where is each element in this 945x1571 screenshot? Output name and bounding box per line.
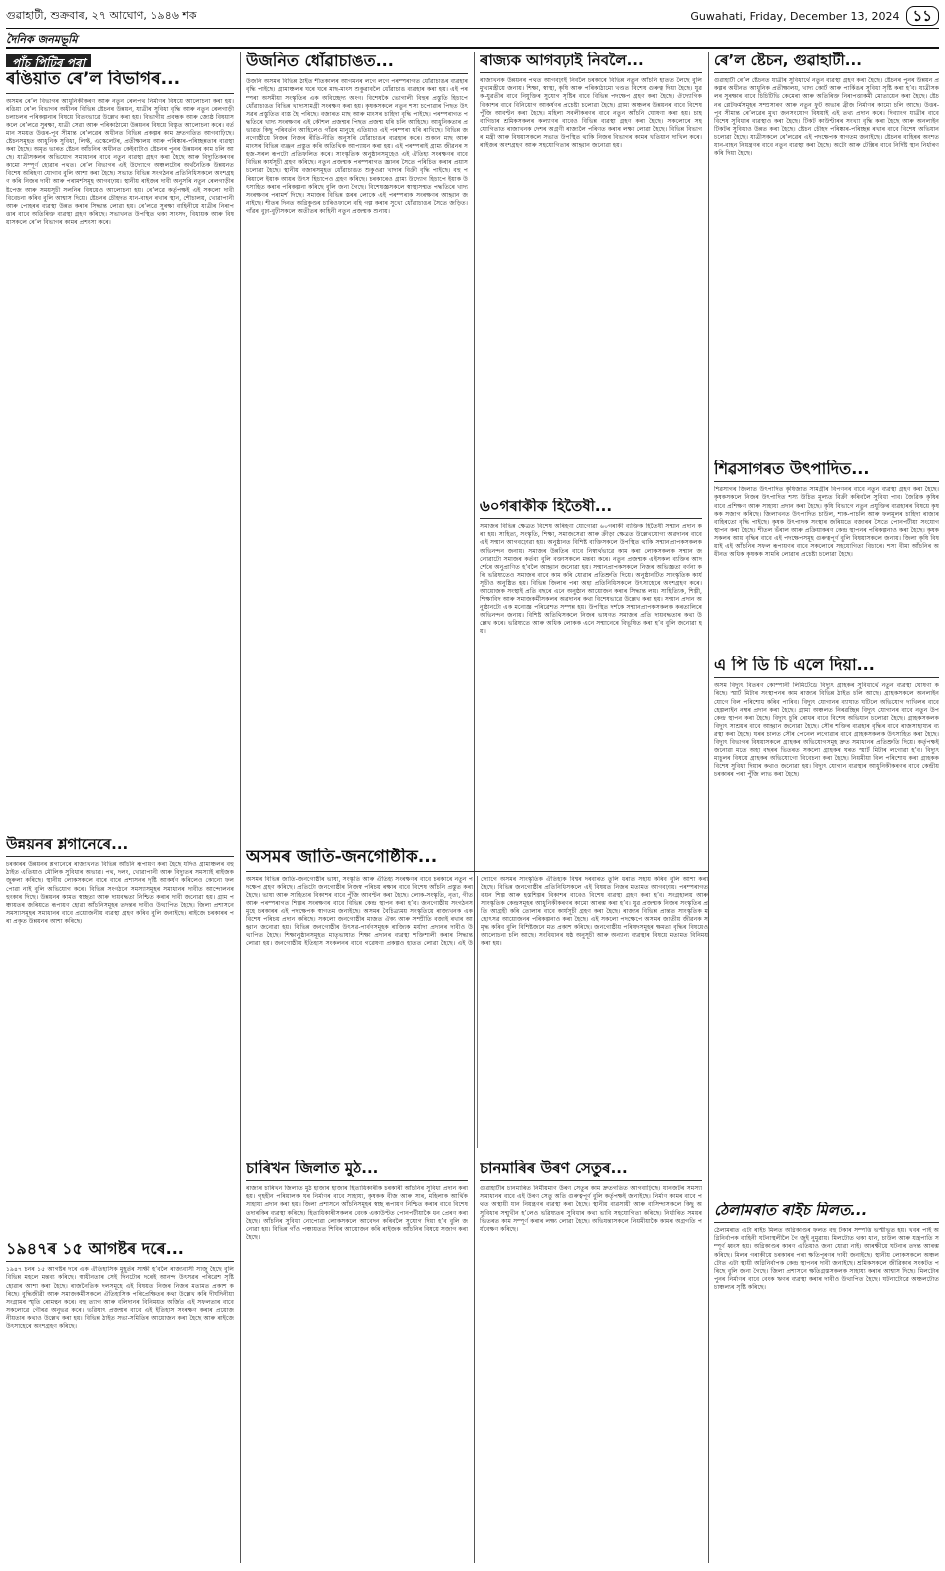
article-headline: ১৯৪৭ৰ ১৫ আগষ্টৰ দৰে... [6, 1240, 184, 1258]
article [6, 1240, 234, 1563]
masthead-topline [6, 4, 939, 26]
headline-rule [6, 1261, 234, 1262]
newspaper-name: দৈনিক জনমভূমি [6, 33, 78, 46]
article-headline: চাৰিখন জিলাত মুঠ... [246, 1160, 379, 1177]
article [6, 70, 234, 830]
article-body: ৰাজ্যখনক উন্নয়নৰ পথত আগবঢ়াই নিবলৈ চৰকাৰে বিভিন্ন নতুন আঁচনি হাতত লৈছে বুলি মুখ্যমন্ত্ৰীয়ে জনায়। শিক্ষা, স্বাস্থ্য, কৃষি আৰু পৰিকাঠামো খণ্ডত বিশেষ গুৰুত্ব দিয়া হৈছে। যুৱক-যুৱতীৰ বাবে নিযুক্তিৰ সুযোগ সৃষ্টিৰ বাবে বিভিন্ন পদক্ষেপ গ্ৰহণ কৰা হৈছে। ঔদ্যোগিক বিকাশৰ বাবে বিনিয়োগ আকৰ্ষণৰ প্ৰচেষ্টা চলোৱা হৈছে। গ্ৰাম্য অঞ্চলৰ উন্নয়নৰ বাবে বিশেষ পুঁজি আবণ্টন কৰা হৈছে। মহিলা সবলীকৰণৰ বাবে নতুন আঁচনি ঘোষণা কৰা হয়। চাহ বাগিচাৰ শ্ৰমিকসকলৰ কল্যাণৰ বাবেও বিভিন্ন ব্যৱস্থা গ্ৰহণ কৰা হৈছে। সকলোৰে সহযোগিতাত ৰাজ্যখনক দেশৰ অগ্ৰণী ৰাজ্যলৈ পৰিণত কৰাৰ লক্ষ্য লোৱা হৈছে। বিভিন্ন বিভাগৰ মন্ত্ৰী আৰু বিষয়াসকলে সভাত উপস্থিত থাকি নিজৰ বিভাগৰ কামৰ খতিয়ান দাখিল কৰে। ৰাইজৰ অংশগ্ৰহণ আৰু সহযোগিতাৰ আহ্বান জনোৱা হয়। [480, 77, 702, 149]
headline-rule [480, 72, 702, 73]
article-headline: ৰে’ল ষ্টেচন, গুৱাহাটী... [714, 52, 862, 69]
article [714, 1202, 939, 1563]
column-tag-block [6, 52, 234, 67]
continued-from-page-five-tag: পাঁচ পিটিৰ পৰা [6, 54, 91, 67]
article [480, 498, 702, 842]
article-body: শিৱসাগৰ জিলাত উৎপাদিত কৃষিজাত সামগ্ৰীৰ বিপণনৰ বাবে নতুন ব্যৱস্থা গ্ৰহণ কৰা হৈছে। কৃষকসকলে নিজৰ উৎপাদিত শস্য উচিত মূল্যত বিক্ৰী কৰিবলৈ সুবিধা পাব। জৈৱিক কৃষিৰ বাবে প্ৰশিক্ষণ আৰু সাহায্য প্ৰদান কৰা হৈছে। কৃষি বিভাগে নতুন প্ৰযুক্তিৰ ব্যৱহাৰৰ বিষয়ে কৃষকক সজাগ কৰিছে। জিলাখনত উৎপাদিত চাউল, শাক-পাচলি আৰু ফলমূলৰ চাহিদা ৰাজ্যৰ বাহিৰতো বৃদ্ধি পাইছে। কৃষক উৎপাদক সংস্থাৰ জৰিয়তে বজাৰৰ সৈতে পোনপটীয়া সংযোগ স্থাপন কৰা হৈছে। শীতল ভঁৰাল আৰু প্ৰক্ৰিয়াকৰণ কেন্দ্ৰ স্থাপনৰ পৰিকল্পনাও কৰা হৈছে। কৃষকসকলৰ আয় বৃদ্ধিৰ বাবে এই পদক্ষেপসমূহ গুৰুত্বপূৰ্ণ বুলি বিষয়াসকলে জনায়। জিলা কৃষি বিষয়াই এই আঁচনিৰ সফল ৰূপায়ণৰ বাবে সকলোৰে সহযোগিতা বিচাৰে। শস্য বীমা আঁচনিৰ অধীনত অধিক কৃষকক সামৰি লোৱাৰ প্ৰচেষ্টা চলোৱা হৈছে। [714, 486, 939, 559]
article-body: উজনি অসমৰ বিভিন্ন ঠাইত শীতকালৰ আগমনৰ লগে লগে পৰম্পৰাগত ধোঁৱাচাঙৰ ব্যৱহাৰ বৃদ্ধি পাইছে। গ্ৰামাঞ্চলৰ ঘৰে ঘৰে মাছ-মাংস শুকুৱাবলৈ ধোঁৱাচাঙ ব্যৱহাৰ কৰা হয়। এই পৰম্পৰা অসমীয়া সংস্কৃতিৰ এক অবিচ্ছেদ্য অংগ। বিশেষকৈ ভোগালী বিহুৰ প্ৰস্তুতি হিচাপে ধোঁৱাচাঙত বিভিন্ন খাদ্যসামগ্ৰী সংৰক্ষণ কৰা হয়। কৃষকসকলে নতুন শস্য চপোৱাৰ পিছত উৎসৱৰ প্ৰস্তুতিত ব্যস্ত হৈ পৰিছে। বজাৰত মাছ আৰু মাংসৰ চাহিদা বৃদ্ধি পাইছে। পৰম্পৰাগত পদ্ধতিৰে খাদ্য সংৰক্ষণৰ এই কৌশল প্ৰজন্মৰ পিছত প্ৰজন্ম ধৰি চলি আহিছে। আধুনিকতাৰ প্ৰভাৱত কিছু পৰিবৰ্তন আহিলেও গাঁৱৰ মানুহে এতিয়াও এই পৰম্পৰা ধৰি ৰাখিছে। বিভিন্ন জনগোষ্ঠীয়ে নিজৰ নিজৰ ৰীতি-নীতি অনুসৰি ধোঁৱাচাঙৰ ব্যৱহাৰ কৰে। শুকান মাছ আৰু মাংসৰ বিভিন্ন ব্যঞ্জন প্ৰস্তুত কৰি অতিথিক আপ্যায়ন কৰা হয়। এই পৰম্পৰাই গ্ৰাম্য জীৱনৰ সহজ-সৰল ৰূপটো প্ৰতিফলিত কৰে। সাংস্কৃতিক অনুষ্ঠানসমূহেও এই ঐতিহ্য সংৰক্ষণৰ বাবে বিভিন্ন কাৰ্যসূচী গ্ৰহণ কৰিছে। নতুন প্ৰজন্মক পৰম্পৰাগত জ্ঞানৰ সৈতে পৰিচিত কৰাৰ প্ৰয়াস চলোৱা হৈছে। স্থানীয় বজাৰসমূহত ধোঁৱাচাঙত শুকুওৱা খাদ্যৰ বিক্ৰী বৃদ্ধি পাইছে। বহু পৰিয়ালে ইয়াক আয়ৰ উৎস হিচাপেও গ্ৰহণ কৰিছে। চৰকাৰেও গ্ৰাম্য উদ্যোগ হিচাপে ইয়াক উৎসাহিত কৰাৰ পৰিকল্পনা কৰিছে বুলি জনা গৈছে। বিশেষজ্ঞসকলে স্বাস্থ্যসন্মত পদ্ধতিৰে খাদ্য সংৰক্ষণৰ পৰামৰ্শ দিছে। সমাজৰ বিভিন্ন স্তৰৰ লোকে এই পৰম্পৰাক সংৰক্ষণৰ আহ্বান জনাইছে। শীতৰ দিনত অগ্নিকুণ্ডৰ চাৰিওফালে বহি গল্প কৰাৰ সুখো ধোঁৱাচাঙৰ সৈতে জড়িত। গাঁৱৰ বুঢ়া-বুঢ়ীসকলে অতীতৰ কাহিনী নতুন প্ৰজন্মক শুনায়। [246, 78, 468, 215]
article [246, 848, 708, 1154]
masthead-date-english: Guwahati, Friday, December 13, 2024 [690, 9, 900, 23]
article [480, 52, 702, 492]
article-body: ৰাজ্যৰ চাৰিখন জিলাত মুঠ হাজাৰ হাজাৰ হিতাধিকাৰীক চৰকাৰী আঁচনিৰ সুবিধা প্ৰদান কৰা হয়। গৃহহীন পৰিয়ালক ঘৰ নিৰ্মাণৰ বাবে সাহায্য, কৃষকক বীজ আৰু সাৰ, মহিলাক আৰ্থিক সাহায্য প্ৰদান কৰা হয়। জিলা প্ৰশাসনে আঁচনিসমূহৰ স্বচ্ছ ৰূপায়ণ নিশ্চিত কৰাৰ বাবে বিশেষ তদাৰকিৰ ব্যৱস্থা কৰিছে। হিতাধিকাৰীসকলৰ বেংক একাউণ্টত পোনপটীয়াকৈ ধন প্ৰেৰণ কৰা হৈছে। আঁচনিৰ সুবিধা নোপোৱা লোকসকলে আবেদন কৰিবলৈ সুযোগ দিয়া হ’ব বুলি জনোৱা হয়। বিভিন্ন গাঁও পঞ্চায়তত শিবিৰ আয়োজন কৰি ৰাইজক আঁচনিৰ বিষয়ে সজাগ কৰা হৈছে। [246, 1185, 468, 1241]
article-headline: উন্নয়নৰ শ্লগানেৰে... [6, 836, 129, 853]
masthead-rule [6, 28, 939, 29]
headline-rule [6, 856, 234, 857]
article-body: সমাজৰ বিভিন্ন ক্ষেত্ৰত বিশেষ অৰিহণা যোগোৱা ৬০গৰাকী ব্যক্তিক হিতৈষী সন্মান প্ৰদান কৰা হয়। সাহিত্য, সংস্কৃতি, শিক্ষা, সমাজসেৱা আৰু ক্ৰীড়া ক্ষেত্ৰত উল্লেখযোগ্য অৱদানৰ বাবে এই সন্মান আগবঢ়োৱা হয়। অনুষ্ঠানত বিশিষ্ট ব্যক্তিসকলে উপস্থিত থাকি সন্মানপ্ৰাপকসকলক অভিনন্দন জনায়। সমাজৰ উন্নতিৰ বাবে নিস্বাৰ্থভাৱে কাম কৰা লোকসকলক সন্মান জনোৱাটো সমাজৰ কৰ্তব্য বুলি বক্তাসকলে মন্তব্য কৰে। নতুন প্ৰজন্মক এইসকল ব্যক্তিৰ আদৰ্শেৰে অনুপ্ৰাণিত হ’বলৈ আহ্বান জনোৱা হয়। সন্মানপ্ৰাপকসকলে নিজৰ অভিজ্ঞতা বৰ্ণনা কৰি ভৱিষ্যতেও সমাজৰ বাবে কাম কৰি যোৱাৰ প্ৰতিশ্ৰুতি দিয়ে। অনুষ্ঠানটিত সাংস্কৃতিক কাৰ্যসূচীও অনুষ্ঠিত হয়। বিভিন্ন জিলাৰ পৰা অহা প্ৰতিনিধিসকলে উৎসাহেৰে অংশগ্ৰহণ কৰে। আয়োজক সংস্থাই প্ৰতি বছৰে এনে অনুষ্ঠান আয়োজন কৰাৰ সিদ্ধান্ত লয়। সাহিত্যিক, শিল্পী, শিক্ষাবিদ আৰু সমাজকৰ্মীসকলৰ অৱদানৰ কথা বিশেষভাৱে উল্লেখ কৰা হয়। সন্মান প্ৰদান অনুষ্ঠানটো এক মনোজ্ঞ পৰিৱেশত সম্পন্ন হয়। উপস্থিত দৰ্শকে সন্মানপ্ৰাপকসকলক কৰতালিৰে অভিনন্দন জনায়। বিশিষ্ট অতিথিসকলে নিজৰ ভাষণত সমাজৰ প্ৰতি দায়বদ্ধতাৰ কথা উল্লেখ কৰে। ভৱিষ্যতে আৰু অধিক লোকক এনে সন্মানেৰে বিভূষিত কৰা হ’ব বুলি জনোৱা হয়। [480, 523, 702, 636]
column-divider [708, 52, 709, 1563]
article-headline: চানমাৰিৰ উৰণ সেতুৰ... [480, 1160, 628, 1177]
headline-rule [246, 1180, 468, 1181]
article-body: গুৱাহাটীৰ চানমাৰিত নিৰ্মীয়মাণ উৰণ সেতুৰ কাম দ্ৰুতগতিত আগবাঢ়িছে। যানজটৰ সমস্যা সমাধানৰ বাবে এই উৰণ সেতু অতি গুৰুত্বপূৰ্ণ বুলি কৰ্তৃপক্ষই জনাইছে। নিৰ্মাণ কামৰ বাবে পথত অস্থায়ী যান নিয়ন্ত্ৰণৰ ব্যৱস্থা কৰা হৈছে। স্থানীয় ব্যৱসায়ী আৰু বাসিন্দাসকলে কিছু অসুবিধাৰ সন্মুখীন হ’লেও ভৱিষ্যতৰ সুবিধাৰ কথা ভাবি সহযোগিতা কৰিছে। নিৰ্ধাৰিত সময়ৰ ভিতৰত কাম সম্পূৰ্ণ কৰাৰ লক্ষ্য লোৱা হৈছে। অভিযন্তাসকলে নিয়মীয়াকৈ কামৰ অগ্ৰগতি পৰ্যবেক্ষণ কৰিছে। [480, 1185, 702, 1233]
page-number: ১১ [906, 6, 939, 26]
headline-rule [480, 1180, 702, 1181]
article-headline: শিৱসাগৰত উৎপাদিত... [714, 460, 870, 478]
article [714, 460, 939, 650]
column-divider [474, 52, 475, 1563]
article-body: ১৯৪৭ চনৰ ১৫ আগষ্টৰ দৰে এক ঐতিহাসিক মুহূৰ্তৰ সাক্ষী হ’বলৈ ৰাজ্যবাসী সাজু হৈছে বুলি বিভিন্ন মহলে মন্তব্য কৰিছে। স্বাধীনতাৰ সেই দিনটোৰ দৰেই আনন্দ উৎসৱৰ পৰিৱেশ সৃষ্টি হোৱাৰ আশা কৰা হৈছে। ৰাজনৈতিক দলসমূহে এই বিষয়ত নিজৰ নিজৰ মতামত প্ৰকাশ কৰিছে। বুদ্ধিজীৱী আৰু সমাজকৰ্মীসকলে ঐতিহাসিক পৰিপ্ৰেক্ষিতৰ কথা উল্লেখ কৰি দীৰ্ঘদিনীয়া সংগ্ৰামৰ স্মৃতি ৰোমন্থন কৰে। বহু ত্যাগ আৰু বলিদানৰ বিনিময়ত অৰ্জিত এই সফলতাৰ বাবে সকলোৱে গৌৰৱ অনুভৱ কৰে। ভৱিষ্যৎ প্ৰজন্মৰ বাবে এই ইতিহাস সংৰক্ষণ কৰাৰ প্ৰয়োজনীয়তাৰ কথাও উল্লেখ কৰা হয়। বিভিন্ন ঠাইত সভা-সমিতিৰ আয়োজন কৰা হৈছে আৰু ৰাইজে উৎসাহেৰে অংশগ্ৰহণ কৰিছে। [6, 1266, 234, 1331]
headline-rule [714, 72, 939, 73]
masthead-date-assamese: গুৱাহাটী, শুক্রবাৰ, ২৭ আঘোণ, ১৯৪৬ শক [6, 9, 197, 22]
article-body: ঠেলামৰাত এটা ৰাইচ মিলত অগ্নিকাণ্ডৰ ফলত বহু টকাৰ সম্পত্তি ভস্মীভূত হয়। খবৰ পাই অগ্নিনিৰ্বাপক বাহিনী ঘটনাস্থলীলৈ গৈ জুই নুমুৱায়। মিলটোত থকা ধান, চাউল আৰু যন্ত্ৰপাতি সম্পূৰ্ণ ধ্বংস হয়। অগ্নিকাণ্ডৰ কাৰণ এতিয়াও জনা যোৱা নাই। আৰক্ষীয়ে ঘটনাৰ তদন্ত আৰম্ভ কৰিছে। মিলৰ গৰাকীয়ে চৰকাৰৰ পৰা ক্ষতিপূৰণৰ দাবী জনাইছে। স্থানীয় লোকসকলে অঞ্চলটোত এটা স্থায়ী অগ্নিনিৰ্বাপক কেন্দ্ৰ স্থাপনৰ দাবী জনাইছে। শ্ৰমিকসকলে জীৱিকাৰ সংকটত পৰিছে বুলি জনা গৈছে। জিলা প্ৰশাসনে ক্ষতিগ্ৰস্তসকলক সাহায্য কৰাৰ আশ্বাস দিছে। মিলটোৰ পুনৰ নিৰ্মাণৰ বাবে বেংক ঋণৰ ব্যৱস্থা কৰাৰ দাবীও উত্থাপিত হৈছে। ঘটনাটোৱে অঞ্চলটোত চাঞ্চল্যৰ সৃষ্টি কৰিছে। [714, 1227, 939, 1291]
article [6, 836, 234, 1236]
article-body: চৰকাৰৰ উন্নয়নৰ শ্লগানেৰে ৰাজ্যখনত বিভিন্ন আঁচনি ৰূপায়ণ কৰা হৈছে যদিও গ্ৰামাঞ্চলৰ বহু ঠাইত এতিয়াও মৌলিক সুবিধাৰ অভাৱ। পথ, দলং, খোৱাপানী আৰু বিদ্যুতৰ সমস্যাই ৰাইজক জুৰুলা কৰিছে। স্থানীয় লোকসকলে বাৰে বাৰে প্ৰশাসনৰ দৃষ্টি আকৰ্ষণ কৰিলেও কোনো ফল পোৱা নাই বুলি অভিযোগ কৰে। বিভিন্ন সংগঠনে সমস্যাসমূহৰ সমাধানৰ দাবীত আন্দোলনৰ হুংকাৰ দিছে। উন্নয়নৰ কামত স্বচ্ছতা আৰু দায়বদ্ধতা নিশ্চিত কৰাৰ দাবী জনোৱা হয়। গ্ৰাম পঞ্চায়তৰ জৰিয়তে ৰূপায়ণ হোৱা আঁচনিসমূহৰ তদন্তৰ দাবীও উত্থাপিত হৈছে। জিলা প্ৰশাসনে সমস্যাসমূহৰ সমাধানৰ বাবে প্ৰয়োজনীয় ব্যৱস্থা গ্ৰহণ কৰিব বুলি জনাইছে। ৰাইজে চৰকাৰৰ পৰা প্ৰকৃত উন্নয়নৰ আশা কৰিছে। [6, 861, 234, 925]
article [246, 1160, 468, 1563]
article-headline: ৰাজ্যক আগবঢ়াই নিবলৈ... [480, 52, 644, 69]
headline-rule [480, 518, 702, 519]
column-divider [240, 52, 241, 1563]
article-body: অসম বিদ্যুৎ বিতৰণ কোম্পানী লিমিটেডে বিদ্যুৎ গ্ৰাহকৰ সুবিধাৰ্থে নতুন ব্যৱস্থা ঘোষণা কৰিছে। স্মাৰ্ট মিটাৰ সংস্থাপনৰ কাম ৰাজ্যৰ বিভিন্ন ঠাইত চলি আছে। গ্ৰাহকসকলে অনলাইনযোগে বিল পৰিশোধ কৰিব পাৰিব। বিদ্যুৎ যোগানৰ ব্যাঘাত ঘটিলে অভিযোগ দাখিলৰ বাবে হেল্পলাইন নম্বৰ প্ৰদান কৰা হৈছে। গ্ৰাম্য অঞ্চলত নিৰৱচ্ছিন্ন বিদ্যুৎ যোগানৰ বাবে নতুন উপকেন্দ্ৰ স্থাপন কৰা হৈছে। বিদ্যুৎ চুৰি ৰোধৰ বাবে বিশেষ অভিযান চলোৱা হৈছে। গ্ৰাহকসকলক বিদ্যুৎ সাশ্ৰয়ৰ বাবে আহ্বান জনোৱা হৈছে। সৌৰ শক্তিৰ ব্যৱহাৰ বৃদ্ধিৰ বাবে ৰাজসাহায্যৰ ব্যৱস্থা কৰা হৈছে। ঘৰৰ চালত সৌৰ পেনেল লগোৱাৰ বাবে গ্ৰাহকসকলক উৎসাহিত কৰা হৈছে। বিদ্যুৎ বিভাগৰ বিষয়াসকলে গ্ৰাহকৰ অভিযোগসমূহ দ্ৰুত সমাধানৰ প্ৰতিশ্ৰুতি দিয়ে। কৰ্তৃপক্ষই জনোৱা মতে অহা বছৰৰ ভিতৰত সকলো গ্ৰাহকৰ ঘৰত স্মাৰ্ট মিটাৰ লগোৱা হ’ব। বিদ্যুৎ মাচুলৰ বিষয়ে গ্ৰাহকৰ অভিযোগো বিবেচনা কৰা হৈছে। নিয়মীয়া বিল পৰিশোধ কৰা গ্ৰাহকক বিশেষ সুবিধা দিয়াৰ কথাও জনোৱা হয়। বিদ্যুৎ যোগান ব্যৱস্থাৰ আধুনিকীকৰণৰ বাবে কেন্দ্ৰীয় চৰকাৰৰ পৰা পুঁজি লাভ কৰা হৈছে। [714, 682, 939, 779]
article-headline: উজনিত ধোঁৱাচাঙত... [246, 52, 394, 70]
article-body: অসমৰ ৰে’ল বিভাগৰ আধুনিকীকৰণ আৰু নতুন ৰেলপথ নিৰ্মাণৰ বিষয়ে আলোচনা কৰা হয়। ৰঙিয়া ৰে’ল বিভাগৰ অধীনৰ বিভিন্ন ষ্টেচনৰ উন্নয়ন, যাত্ৰীৰ সুবিধা বৃদ্ধি আৰু নতুন ৰেলগাড়ী চলাচলৰ পৰিকল্পনাৰ বিষয়ে বিতংভাৱে উল্লেখ কৰা হয়। বিভাগীয় প্ৰবন্ধক আৰু জ্যেষ্ঠ বিষয়াসকলে ৰে’লৱে সুৰক্ষা, যাত্ৰী সেৱা আৰু পৰিকাঠামো উন্নয়নৰ বিষয়ে বিস্তৃত আলোচনা কৰে। বৰ্তমান সময়ত উত্তৰ-পূব সীমান্ত ৰে’লৱেৰ অধীনত বিভিন্ন প্ৰকল্পৰ কাম দ্ৰুতগতিত আগবাঢ়িছে। ষ্টেচনসমূহত আধুনিক সুবিধা, লিফ্ট, এস্কেলেটৰ, প্ৰতীক্ষালয় আৰু পৰিষ্কাৰ-পৰিচ্ছন্নতাৰ ব্যৱস্থা কৰা হৈছে। অমৃত ভাৰত ষ্টেচন আঁচনিৰ অধীনত কেইবাটাও ষ্টেচনৰ পুনৰ উন্নয়নৰ কাম চলি আছে। যাত্ৰীসকলৰ অভিযোগ সমাধানৰ বাবে নতুন ব্যৱস্থা গ্ৰহণ কৰা হৈছে আৰু বিদ্যুতিকৰণৰ কামো সম্পূৰ্ণ হোৱাৰ পথত। ৰে’ল বিভাগৰ এই উদ্যোগে অঞ্চলটোৰ অৰ্থনৈতিক উন্নয়নত বিশেষ অৰিহণা যোগাব বুলি আশা কৰা হৈছে। সভাত বিভিন্ন সংগঠনৰ প্ৰতিনিধিসকলে অংশগ্ৰহণ কৰি নিজৰ দাবী আৰু পৰামৰ্শসমূহ আগবঢ়ায়। স্থানীয় ৰাইজৰ দাবী অনুসৰি নতুন ৰেলগাড়ীৰ ষ্টপেজ আৰু সময়সূচী সলনিৰ বিষয়েও আলোচনা হয়। ৰে’লৱে কৰ্তৃপক্ষই এই সকলো দাবী বিবেচনা কৰিব বুলি আশ্বাস দিয়ে। ষ্টেচনৰ চৌহদত যান-বাহন ৰখাৰ স্থান, শৌচালয়, খোৱাপানী আৰু পোহৰৰ ব্যৱস্থা উন্নত কৰাৰ সিদ্ধান্ত লোৱা হয়। ৰে’লৱে সুৰক্ষা বাহিনীয়ে যাত্ৰীৰ নিৰাপত্তাৰ বাবে অতিৰিক্ত ব্যৱস্থা গ্ৰহণ কৰিছে। সভাখনত উপস্থিত থকা সাংসদ, বিধায়ক আৰু বিষয়াসকলে ৰে’ল বিভাগৰ কামৰ প্ৰশংসা কৰে। [6, 97, 234, 226]
article-headline: ৰঙিয়াত ৰে’ল বিভাগৰ... [6, 70, 181, 89]
article-body: অসমৰ বিভিন্ন জাতি-জনগোষ্ঠীৰ ভাষা, সংস্কৃতি আৰু ঐতিহ্য সংৰক্ষণৰ বাবে চৰকাৰে নতুন পদক্ষেপ গ্ৰহণ কৰিছে। প্ৰতিটো জনগোষ্ঠীৰ নিজস্ব পৰিচয় ৰক্ষাৰ বাবে বিশেষ আঁচনি প্ৰস্তুত কৰা হৈছে। ভাষা আৰু সাহিত্যৰ বিকাশৰ বাবে পুঁজি আবণ্টন কৰা হৈছে। লোক-সংস্কৃতি, নৃত্য, গীত আৰু পৰম্পৰাগত শিল্পৰ সংৰক্ষণৰ বাবে বিভিন্ন কেন্দ্ৰ স্থাপন কৰা হ’ব। জনগোষ্ঠীয় সংগঠনসমূহে চৰকাৰৰ এই পদক্ষেপক স্বাগতম জনাইছে। অসমৰ বৈচিত্ৰ্যময় সংস্কৃতিয়ে ৰাজ্যখনক এক বিশেষ পৰিচয় প্ৰদান কৰিছে। সকলো জনগোষ্ঠীৰ মাজত ঐক্য আৰু সম্প্ৰীতি বজাই ৰখাৰ আহ্বান জনোৱা হয়। বিভিন্ন জনগোষ্ঠীৰ উৎসৱ-পাৰ্বণসমূহক ৰাজ্যিক মৰ্যাদা প্ৰদানৰ দাবীও উত্থাপিত হৈছে। শিক্ষানুষ্ঠানসমূহত মাতৃভাষাত শিক্ষা প্ৰদানৰ ব্যৱস্থা শক্তিশালী কৰাৰ সিদ্ধান্ত লোৱা হয়। জনগোষ্ঠীয় ইতিহাস সংকলনৰ বাবে গৱেষণা প্ৰকল্পও হাতত লোৱা হৈছে। এই উদ্যোগে অসমৰ সাংস্কৃতিক ঐতিহ্যক বিশ্বৰ দৰবাৰত তুলি ধৰাত সহায় কৰিব বুলি আশা কৰা হৈছে। বিভিন্ন জনগোষ্ঠীৰ প্ৰতিনিধিসকলে এই বিষয়ত নিজৰ মতামত আগবঢ়ায়। পৰম্পৰাগত বয়ন শিল্প আৰু হস্তশিল্পৰ বিকাশৰ বাবেও বিশেষ ব্যৱস্থা গ্ৰহণ কৰা হ’ব। সংগ্ৰহালয় আৰু সাংস্কৃতিক কেন্দ্ৰসমূহৰ আধুনিকীকৰণৰ কামো আৰম্ভ কৰা হ’ব। যুৱ প্ৰজন্মক নিজৰ সংস্কৃতিৰ প্ৰতি আগ্ৰহী কৰি তোলাৰ বাবে কাৰ্যসূচী গ্ৰহণ কৰা হৈছে। ৰাজ্যৰ বিভিন্ন প্ৰান্তত সাংস্কৃতিক মহোৎসৱ আয়োজনৰ পৰিকল্পনাও কৰা হৈছে। এই সকলো পদক্ষেপে অসমৰ জাতীয় জীৱনক সমৃদ্ধ কৰিব বুলি বিশিষ্টজনে মত প্ৰকাশ কৰিছে। জনগোষ্ঠীয় পৰিষদসমূহৰ ক্ষমতা বৃদ্ধিৰ বিষয়েও আলোচনা চলি আছে। সংবিধানৰ ষষ্ঠ অনুসূচী আৰু অন্যান্য ব্যৱস্থাৰ বিষয়ে মতামত বিনিময় কৰা হয়। [246, 875, 708, 948]
article [480, 1160, 702, 1563]
headline-rule [714, 1222, 939, 1223]
article-headline: ঠেলামৰাত ৰাইচ মিলত... [714, 1202, 868, 1219]
article [714, 52, 939, 454]
article [246, 52, 468, 842]
article-headline: অসমৰ জাতি-জনগোষ্ঠীক... [246, 848, 438, 867]
masthead-right [690, 6, 939, 26]
article-headline: ৬০গৰাকীক হিতৈষী... [480, 498, 613, 515]
headline-rule [714, 677, 939, 678]
article-body: গুৱাহাটী ৰে’ল ষ্টেচনত যাত্ৰীৰ সুবিধাৰ্থে নতুন ব্যৱস্থা গ্ৰহণ কৰা হৈছে। ষ্টেচনৰ পুনৰ উন্নয়ন প্ৰকল্পৰ অধীনত আধুনিক প্ৰতীক্ষালয়, খাদ্য কোৰ্ট আৰু পাৰ্কিঙৰ সুবিধা সৃষ্টি কৰা হ’ব। যাত্ৰীসকলৰ সুৰক্ষাৰ বাবে চিচিটিভি কেমেৰা আৰু অতিৰিক্ত নিৰাপত্তাকৰ্মী মোতায়েন কৰা হৈছে। ষ্টেচনৰ প্লেটফৰ্মসমূহৰ সম্প্ৰসাৰণ আৰু নতুন ফুট অভাৰ ব্ৰীজ নিৰ্মাণৰ কামো চলি আছে। উত্তৰ-পূব সীমান্ত ৰে’লৱেৰ মুখ্য জনসংযোগ বিষয়াই এই তথ্য প্ৰদান কৰে। দিব্যাংগ যাত্ৰীৰ বাবে বিশেষ সুবিধাৰ ব্যৱস্থাও কৰা হৈছে। টিকট কাউণ্টাৰৰ সংখ্যা বৃদ্ধি কৰা হৈছে আৰু অনলাইন টিকটৰ সুবিধাও উন্নত কৰা হৈছে। ষ্টেচন চৌহদ পৰিষ্কাৰ-পৰিচ্ছন্ন ৰখাৰ বাবে বিশেষ অভিযান চলোৱা হৈছে। যাত্ৰীসকলে ৰে’লৱেৰ এই পদক্ষেপক স্বাগতম জনাইছে। ষ্টেচনৰ বাহিৰৰ অংশত যান-বাহন নিয়ন্ত্ৰণৰ বাবে নতুন ব্যৱস্থা কৰা হৈছে। অটো আৰু টেক্সিৰ বাবে নিৰ্দিষ্ট স্থান নিৰ্ধাৰণ কৰি দিয়া হৈছে। [714, 77, 939, 158]
article [714, 656, 939, 1196]
headline-rule [714, 481, 939, 482]
headline-rule [246, 871, 708, 872]
article-headline: এ পি ডি চি এলে দিয়া... [714, 656, 875, 674]
masthead-rule-thick [6, 47, 939, 49]
headline-rule [6, 93, 234, 94]
headline-rule [246, 73, 468, 74]
